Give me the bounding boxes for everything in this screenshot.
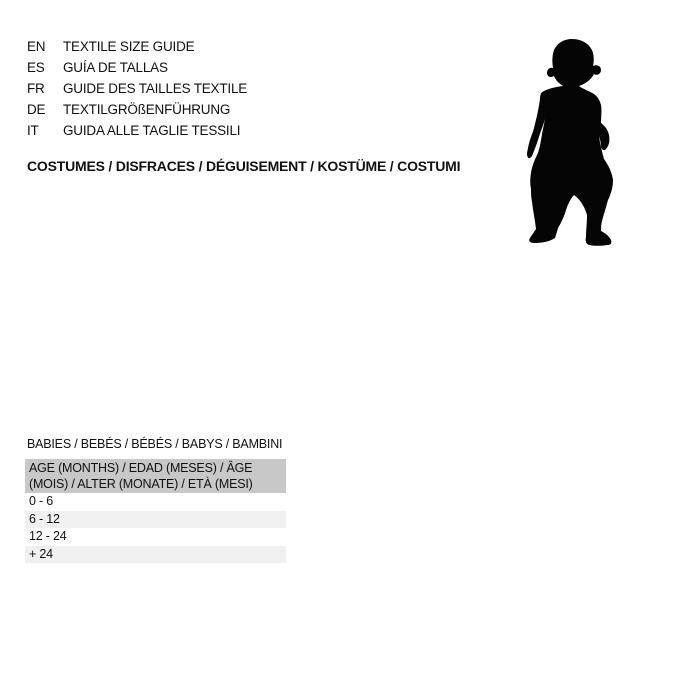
language-code: DE — [27, 102, 46, 117]
language-code: ES — [27, 60, 45, 75]
language-row-fr — [27, 78, 247, 99]
language-row-it — [27, 120, 247, 141]
category-heading: COSTUMES / DISFRACES / DÉGUISEMENT / KOSTÜME / COSTUMI — [27, 158, 461, 174]
language-code: IT — [27, 123, 39, 138]
language-row-de — [27, 99, 247, 120]
language-guide-list — [27, 36, 247, 141]
table-row-age-24-plus: + 24 — [25, 546, 286, 564]
language-row-en — [27, 36, 247, 57]
language-guide-label: GUÍA DE TALLAS — [63, 60, 168, 75]
language-code: EN — [27, 39, 46, 54]
baby-toddler-silhouette-icon — [527, 39, 616, 248]
language-guide-label: TEXTILGRÖßENFÜHRUNG — [63, 102, 231, 117]
table-row-age-0-6: 0 - 6 — [25, 493, 286, 511]
language-guide-label: GUIDE DES TAILLES TEXTILE — [63, 81, 248, 96]
table-row-age-6-12: 6 - 12 — [25, 511, 286, 529]
language-row-es — [27, 57, 247, 78]
age-table-header: AGE (MONTHS) / EDAD (MESES) / ÂGE (MOIS) / ALTER (MONATE) / ETÀ (MESI) — [25, 459, 286, 493]
language-code: FR — [27, 81, 45, 96]
babies-section-heading: BABIES / BEBÉS / BÉBÉS / BABYS / BAMBINI — [27, 437, 283, 451]
age-size-table — [25, 459, 286, 563]
language-guide-label: TEXTILE SIZE GUIDE — [63, 39, 195, 54]
language-guide-label: GUIDA ALLE TAGLIE TESSILI — [63, 123, 241, 138]
table-row-age-12-24: 12 - 24 — [25, 528, 286, 546]
